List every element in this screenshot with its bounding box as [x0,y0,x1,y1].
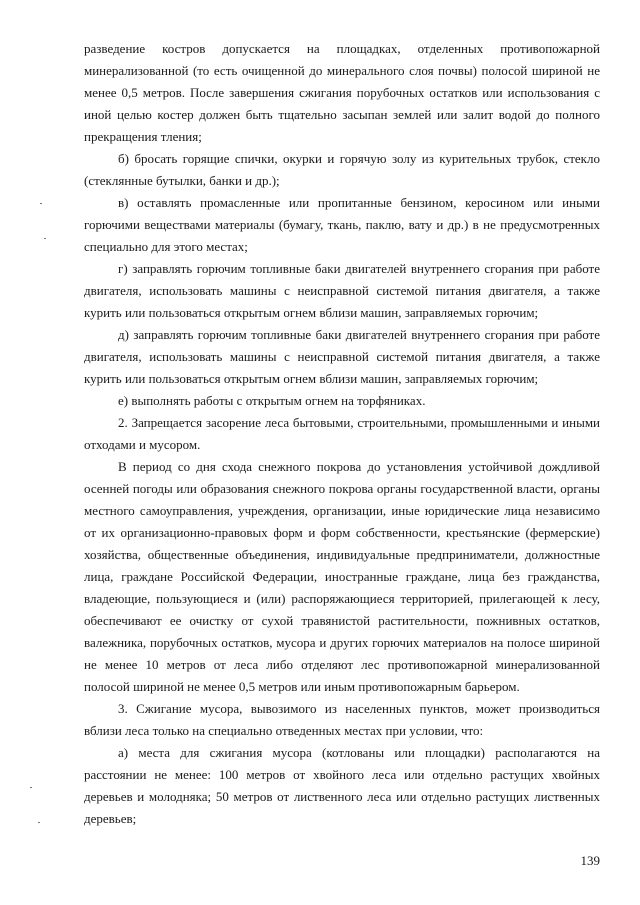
paragraph-item-b: б) бросать горящие спички, окурки и горячую золу из курительных трубок, стекло (стеклянные бутылки, банки и др.); [84,151,600,188]
paragraph-cleanup-period: В период со дня схода снежного покрова до установления устойчивой дождливой осенней погоды или образования снежного покрова органы государственной власти, органы местного самоуправления, учреждения, организации, иные юридические лица независимо от их организационно-правовых форм и форм собственности, крестьянские (фермерские) хозяйства, общественные объединения, индивидуальные предприниматели, должностные лица, граждане Российской Федерации, иностранные граждане, лица без гражданства, владеющие, пользующиеся и (или) распоряжающиеся территорией, прилегающей к лесу, обеспечивают ее очистку от сухой травянистой растительности, пожнивных остатков, валежника, порубочных остатков, мусора и других горючих материалов на полосе шириной не менее 10 метров от леса либо отделяют лес противопожарной минерализованной полосой шириной не менее 0,5 метров или иным противопожарным барьером. [84,459,600,694]
paragraph-section-2: 2. Запрещается засорение леса бытовыми, строительными, промышленными и иными отходами и мусором. [84,415,600,452]
paragraph-continuation-bonfires: разведение костров допускается на площадках, отделенных противопожарной минерализованной (то есть очищенной до минерального слоя почвы) полосой шириной не менее 0,5 метров. После завершения сжигания порубочных остатков или использования с иной целью костер должен быть тщательно засыпан землей или залит водой до полного прекращения тления; [84,41,600,144]
paragraph-section-3: 3. Сжигание мусора, вывозимого из населенных пунктов, может производиться вблизи леса только на специально отведенных местах при условии, что: [84,701,600,738]
paragraph-item-d: д) заправлять горючим топливные баки двигателей внутреннего сгорания при работе двигателя, использовать машины с неисправной системой питания двигателя, а также курить или пользоваться открытым огнем вблизи машин, заправляемых горючим; [84,327,600,386]
paragraph-item-e: е) выполнять работы с открытым огнем на торфяниках. [118,393,426,408]
scan-speck [44,238,46,239]
scan-speck [40,203,42,204]
paragraph-item-g: г) заправлять горючим топливные баки двигателей внутреннего сгорания при работе двигателя, использовать машины с неисправной системой питания двигателя, а также курить или пользоваться открытым огнем вблизи машин, заправляемых горючим; [84,261,600,320]
page-number: 139 [580,853,600,868]
scan-speck [30,787,32,788]
paragraph-item-v: в) оставлять промасленные или пропитанные бензином, керосином или иными горючими веществами материалы (бумагу, ткань, паклю, вату и др.) в не предусмотренных специально для этого местах; [84,195,600,254]
paragraph-item-a: а) места для сжигания мусора (котлованы или площадки) располагаются на расстоянии не менее: 100 метров от хвойного леса или отдельно растущих хвойных деревьев и молодняка; 50 метров от лиственного леса или отдельно растущих лиственных деревьев; [84,745,600,826]
scan-speck [38,822,40,823]
body-text [84,38,600,830]
